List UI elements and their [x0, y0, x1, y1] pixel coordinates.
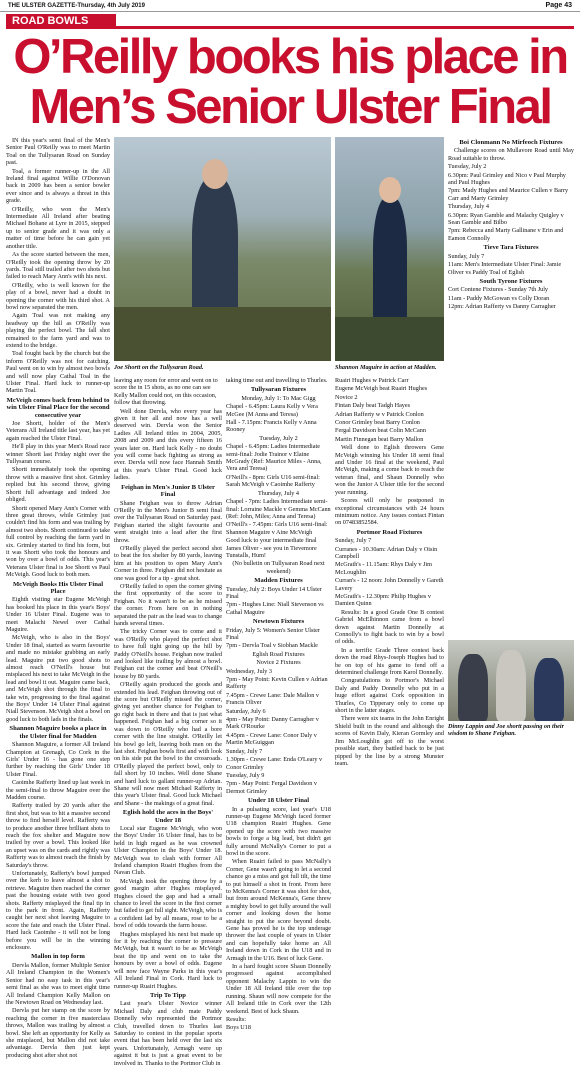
- fixture-line: O'Neill's - 8pm: Girls U16 semi-final: Sarah McVeigh v Caoimhe Rafferty: [226, 473, 320, 489]
- fixture-line: Sunday, July 7: [448, 252, 485, 260]
- paragraph: Toal, a former runner-up in the All Ireland final against Willie O'Donovan back in 2009 has been a senior bowler ever since and is always a threat in this grade.: [6, 167, 110, 205]
- fixture-line: Tuesday, July 2: [259, 434, 298, 442]
- paragraph: Challenge scores on Mullavore Road until May Road suitable to throw.: [448, 147, 574, 162]
- fixture-line: Conor Grimley beat Barry Conlon: [335, 419, 420, 427]
- subheading: Under 18 Ulster Final: [247, 797, 310, 805]
- paragraph: O'Reilly again produced the goods and extended his lead. Feighan throwing out of the score but O'Reilly missed the corner, giving yet another chance for Feighan to go right back in there and that is just what happened. Feighan had a big corner so it was down to O'Reilly who had a bore corner with the line straight. O'Reilly let his bowl go left, leaving both men on the last shot. Feighan bowls first and with look on his side put the bowl to the crossroads. O'Reilly played the perfect bowl, only to fall short by 10 inches. Well done Shane and hard luck to gallant runner-up Adrian. Shane will now meet Michael Rafferty in this year's Ulster final. Good luck Michael and Shane - the makings of a great final.: [114, 681, 222, 807]
- paragraph: taking time out and travelling to Thurles.: [226, 377, 328, 384]
- paragraph: Joe Shortt, holder of the Men's Veterans All Ireland title last year, has yet again reached the Ulster Final.: [6, 420, 110, 442]
- paragraph: There were six teams in the John Enright Shield built in the round and although the scores of Kevin Daly, Kieran Gormley and Jim McLoughlin got off to the worst possible start, they battled back to be just pipped by the line by a strong Munster team.: [335, 715, 444, 767]
- subheading: McVeigh Books His Ulster Final Place: [12, 580, 104, 595]
- fixture-line: Curranes - 10.30am: Adrian Daly v Oisin Campbell: [335, 545, 438, 560]
- article-column-5: [448, 137, 574, 635]
- paragraph: IN this year's semi final of the Men's Senior Paul O'Reilly was to meet Martin Toal on the Tullysaran Road on Sunday past.: [6, 137, 110, 167]
- fixture-line: Good luck to your intermediate final James Oliver - see you in Tievemore Tunstalls, Hum!: [226, 537, 317, 559]
- photo-road: [335, 317, 444, 361]
- subheading: Newtown Fixtures: [252, 618, 305, 626]
- paragraph: Results: In a good Grade One B contest Gabriel McElhinnon came from a bowl down against Martin Donnelly at Connolly's to fight back to win by a bowl of odds.: [335, 608, 444, 646]
- fixture-line: Tuesday, July 9: [226, 771, 265, 779]
- fixture-line: 7pm: Mady Hughes and Maurice Cullen v Barry Carr and Marty Grimley: [448, 187, 569, 202]
- paragraph: Eighth visiting star Eugene McVeigh has booked his place in this year's Boys' Under 16 Ulster Final. Eugene was to meet Malachi Newel over Cathal Maguire.: [6, 596, 110, 633]
- paragraph: O'Reilly played the perfect second shot to beat the fox shelter by 80 yards, leaving him at his position to open Mary Ann's Corner in three. Feighan did not hesitate as one was good for a tip - great shot.: [114, 544, 222, 582]
- newspaper-dateline: THE ULSTER GAZETTE-Thursday, 4th July 2019: [8, 3, 145, 9]
- paragraph: Dervla put her stamp on the score by reaching the corner in five masterclass throws, Mallon was trailing by almost a bowl. She left an opportunity for Kelly as she misplaced, but Mallon did not take advantage. Dervla then just kept producing shot after shot not: [6, 1007, 110, 1059]
- photo-figure-head: [379, 177, 401, 203]
- paragraph: Shane Feighan was to throw Adrian O'Reilly in the Men's Junior B semi final over the Tullysaran Road on Saturday past. Feighan started the slight favourite and went straight into a lead after the first throw.: [114, 499, 222, 544]
- paragraph: Caoimhe Rafferty lined up last week in the semi-final to throw Maguire over the Madden course.: [6, 779, 110, 801]
- paragraph: McVeigh, who is also in the Boys' Under 18 final, started as warm favourite and made no mistake grabbing an early lead. Maguire put two good shots to almost reach O'Neill's house but misplaced his next to take McVeigh in the lead and bowl it out. Maguire came back, and McVeigh shot through the final to take win, progressing to the final against the Boys' Under 14 Ulster Final against Niall Stevenson. McVeigh shot a bowl on good luck to both lads in the finals.: [6, 634, 110, 723]
- photo-figure: [534, 658, 564, 721]
- photo-lappin-shortt-feighan: [448, 640, 574, 721]
- fixture-line: Adrian Rafferty w v Patrick Conlon: [335, 410, 424, 418]
- fixture-line: 7pm - Hughes Line: Niall Stevenson vs Cathal Maguire: [226, 601, 324, 616]
- page-number: Page 43: [545, 2, 572, 9]
- fixture-line: Wednesday, July 3: [226, 667, 273, 675]
- subheading: Tullysaran Fixtures: [250, 386, 307, 394]
- fixture-line: Curran's - 12 noon: John Donnelly v Gareth Lavery: [335, 577, 444, 592]
- paragraph: In a hard fought score Shaun Donnelly progressed against accomplished opponent Malachy Lappin to win the Under 18 All Ireland title over the top running. Shaun will now compete for the All Ireland title in Cork over the 12th weekend. Best of luck Shaun.: [226, 963, 331, 1015]
- fixture-line: Sunday, July 7: [226, 747, 263, 755]
- subheading: Madden Fixtures: [254, 577, 303, 585]
- fixture-line: Martin Finnegan beat Barry Mallon: [335, 435, 424, 443]
- paragraph: O'Reilly, who is well known for the play of a bowl, never had a doubt in opening the corner with his third shot. A bowl now separated the men.: [6, 281, 110, 311]
- paragraph: Hughes misplayed his next but made up for it by reaching the corner to pressure McVeigh, but it wasn't to be as McVeigh beat the tip and went on to take the honours by over a bowl of odds. Eugene will now face Wayne Parks in this year's All Ireland Final in Cork. Hard luck to runner-up Ruairi Hughes.: [114, 930, 222, 990]
- fixture-line: O'Neill's - 7.45pm: Girls U16 semi-final: Shannon Maguire v Aine McVeigh: [226, 521, 328, 536]
- subheading: Tieve Tara Fixtures: [483, 244, 539, 252]
- fixture-line: 11am - Paddy McGowan vs Colly Doran: [448, 294, 550, 302]
- paragraph: In a pulsating score, last year's U18 runner-up Eugene McVeigh faced former U18 champion Ruairi Hughes. Gene opened up the score with two massive bowls to forge a big lead, but didn't get fully around McNally's Corner to put a bowl in the score.: [226, 805, 331, 857]
- fixture-line: Thursday, July 4: [448, 203, 490, 211]
- photo-figure: [458, 654, 488, 721]
- paragraph: O'Reilly failed to open the corner giving the first opportunity of the score to Feighan. No it wasn't to be as he missed the corner. From here on in nothing separated the pair as the lead was to change hands several times.: [114, 582, 222, 627]
- photo-caption: Shannon Maguire in action at Madden.: [335, 364, 437, 371]
- fixture-line: Chapel - 6.45pm: Ladies Intermediate semi-final: Jodie Trainor v Elaine McGrady (Ref: Maurice Miles - Anna, Vera and Teresa): [226, 443, 322, 473]
- paragraph: leaving any room for error and went on to score the in 15 shots, as no one can see Kelly Mallon could not, on this occasion, follow that throwing.: [114, 377, 218, 407]
- paragraph: Well done Dervla, who every year has given it her all and now has a well deserved win. Dervla won the Senior Ladies All Ireland titles in 2004, 2005, 2008 and 2009 and this every fifteen 16 years later on. Hard luck Kelly - no doubt you will come back fighting as strong as ever. Dervla will now face Hannah Smith at this year's Ulster Final. Good luck ladies.: [114, 407, 222, 482]
- fixture-line: Friday, July 5: Women's Senior Ulster Final: [226, 626, 320, 641]
- paragraph: The tricky Corner was to come and it was O'Reilly who played the perfect shot to have full tight going up the hill by Paddy O'Neill's house. Feighan now trailed and looked like trailing by almost a bowl. Feighan cut the corner and beat O'Neill's house by 80 yards.: [114, 628, 222, 680]
- photo-figure: [373, 197, 407, 327]
- paragraph: Congratulations to Portmor's Michael Daly and Paddy Donnelly who put in a huge effort against Cork opposition in Thurles, Co Tipperary only to come up short in the latter stages.: [335, 677, 444, 715]
- paragraph: Last year's Ulster Novice winner Michael Daly and club mate Paddy Donnelly who represented the Portmor Club, travelled down to Thurles last Saturday to contest in the popular sports event that has been held over the last six years. Unfortunately, Armagh were up against it but is just a great event to be involved in. Thanks to the Portmor Club in: [114, 1000, 222, 1067]
- fixture-line: Hall - 7.15pm: Francis Kelly v Anna Rooney: [226, 419, 317, 434]
- paragraph: Dervla Mallon, former Multiple Senior All Ireland Champion in the Women's Senior had no easy task in this year's semi final as she was to meet eight time All Ireland Champion Kelly Mallon on the Newtown Road on Wednesday last.: [6, 961, 110, 1006]
- fixture-line: Thursday, July 4: [257, 489, 299, 497]
- fixture-line: 7pm: Rebecca and Marty Gallinane v Erin and Eamon Connolly: [448, 227, 564, 242]
- paragraph: Scores will only be postponed in exceptional circumstances with 24 hours minimum notice. Any issues contact Fintan on 07483852584.: [335, 497, 444, 527]
- fixture-line: Tuesday, July 2: [448, 163, 487, 171]
- fixture-line: Eugene McVeigh beat Ruairi Hughes: [335, 385, 428, 393]
- fixture-line: 4.45pm - Crewe Lane: Conor Daly v Martin McGuiggan: [226, 731, 317, 747]
- paragraph: Rafferty trailed by 20 yards after the first shot, but was to hit a massive second throw to find herself level. Rafferty was to produce another three brilliant shots to reach the fox shelter and Maguire now trailed by over a bowl. This looked like an upset was on the cards and rightly was Rafferty was to almost reach the finish by Saturday's throw.: [6, 802, 110, 869]
- paragraph: McVeigh took the opening throw by a good margin after Hughes misplayed. Hughes closed the gap and had a small chance to level the score in the first corner but failed to get full sight. McVeigh, who is a confident lad by all means, rose to be a bowl of odds towards the farm house.: [114, 877, 222, 930]
- fixture-line: Cort Contene Fixtures - Sunday 7th July: [448, 286, 549, 294]
- photo-caption: Dinny Lappin and Joe shortt passing on their wisdom to Shane Feighan.: [448, 723, 565, 737]
- fixture-line: 4pm - May Point: Danny Carragher v Mark O'Rourke: [226, 716, 319, 731]
- paragraph: Unfortunately, Rafferty's bowl jumped over the kerb to leave almost a shot to retrieve. Maguire then reached the corner past the housing estate with two good shots. Rafferty misplayed the final tip in to the park in front. Again, Rafferty caught her next shot leaving Maguire to score the fate and reach the Ulster Final. Hard luck Caoimhe - it will not be long before you will be in the winning enclosure.: [6, 870, 110, 952]
- paragraph: Shortt opened Mary Ann's Corner with three great throws, while Grimley just couldn't find his form and was trailing by almost two shots. Shortt continued to take full control by reaching the farm yard in six. Grimley started to find his form, but it was Shortt who took the honours and won by over a bowl of odds. This year's Veterans Ulster final is Joe Shortt vs Paul McVeigh. Good luck to both men.: [6, 504, 110, 579]
- article-column-4: [335, 377, 444, 767]
- fixture-line: Novice 2 Fixtures: [256, 659, 301, 667]
- fixture-line: Tuesday, July 2: Boys Under 14 Ulster Final: [226, 585, 322, 600]
- fixture-line: Fintan Daly beat Tadgh Hayes: [335, 402, 411, 410]
- fixture-line: Chapel - 6.45pm: Laura Kelly v Vera McGee (M Anna and Teresa): [226, 403, 318, 418]
- photo-joe-shortt: [114, 137, 331, 361]
- paragraph: Shortt immediately took the opening throw with a massive first shot. Grimley replied but his second throw, giving Shortt full advantage and indeed Joe obliged.: [6, 466, 110, 504]
- fixture-line: Ruairi Hughes w Patrick Carr: [335, 377, 409, 384]
- photo-figure-head: [202, 159, 228, 189]
- paragraph: Toal fought back by the church but the inform O'Reilly was not for catching. Paul went on to win by almost two bowls and will now play Cathal Toal in the Ulster Final. Hard luck to runner-up Martin Toal.: [6, 350, 110, 395]
- article-column-3: [226, 377, 331, 1032]
- fixture-line: 7pm - May Point: Fergal Davidson v Dermot Grimley: [226, 780, 317, 795]
- subheading: McVeigh comes back from behind to win Ulster Final Place for the second consecutive year: [6, 396, 110, 419]
- paragraph: When Ruairi failed to pass McNally's Corner, Gene wasn't going to let a second chance go a miss and got full tilt, the time to put himself a shot in front. From here to McKenna's Corner it was shot for shot, but from around McKenna's, Gene threw a mighty bowl to get fully around the wall corner and looking down the home straight to put the score beyond doubt. Gene has proved he is the top underage thrower the last couple of years in Ulster and can hopefully take home an All Ireland down in Cork in the U18 and in Armagh in the U16. Best of luck Gene.: [226, 858, 331, 962]
- paragraph: Well done to Eglish throwers Gene McVeigh winning his Under 18 semi final and Under 16 final at the weekend, Paul McVeigh, making a come back to reach the veteran final, and Shaun Donnelly who won the Junior A Ulster title for the second year running.: [335, 444, 444, 496]
- subheading: South Tyrone Fixtures: [479, 277, 543, 285]
- subheading: Boi Clonmann No Mirfeoch Fixtures: [459, 139, 563, 146]
- paragraph: As the score started between the men, O'Reilly took the opening throw by 20 yards. Toal still trailed after two shots but failed to reach Mary Ann's with his next.: [6, 251, 110, 281]
- page-header: [0, 0, 580, 12]
- subheading: Portmor Road Fixtures: [356, 528, 423, 536]
- article-column-1: [6, 137, 110, 1059]
- section-label: ROAD BOWLS: [6, 14, 116, 29]
- fixture-line: 6.30pm: Ryan Gamble and Malachy Quigley v Sean Gamble and Bilbo: [448, 211, 564, 227]
- subheading: Trip To Tipp: [150, 991, 186, 999]
- photo-shannon-maguire: [335, 137, 444, 361]
- photo-road: [114, 307, 331, 361]
- headline-line-1: O’Reilly books his place in: [13, 30, 567, 84]
- section-rule: [116, 14, 574, 29]
- fixture-line: Novice 2: [335, 393, 358, 401]
- fixture-line: Sunday, July 7: [335, 537, 372, 545]
- fixture-line: 7.45pm - Crewe Lane: Dale Mallon v Francis Oliver: [226, 691, 319, 707]
- results-line: Boys U18: [226, 1024, 251, 1032]
- fixture-line: Saturday, July 6: [226, 707, 266, 715]
- fixture-line: 7pm - May Point: Kevin Cullen v Adrian Rafferty: [226, 676, 328, 691]
- subheading: Feighan in Men's Junior B Ulster Final: [121, 483, 215, 499]
- fixture-line: 11am: Men's Intermediate Ulster Final: Jamie Oliver vs Paddy Toal of Eglish: [448, 261, 562, 276]
- fixture-line: 6.30pm: Paul Grimley and Nico v Paul Murphy and Paul Hughes: [448, 171, 566, 187]
- photo-figure: [192, 177, 238, 327]
- paragraph: He'll play in this year Men's Road race winner Shortt last Friday night over the Tullysaran course.: [6, 443, 110, 466]
- subheading: Mallon in top form: [31, 953, 85, 961]
- paragraph: Local star Eugene McVeigh, who won the Boys' Under 16 Ulster final, has to be held in high regard as he was crowned Ulster Champion in the Boys' Under 18. McVeigh was to clash with former All Ireland champion Ruairi Hughes from the Navan Club.: [114, 824, 222, 877]
- photo-caption: Joe Shortt on the Tullysaran Road.: [114, 364, 204, 371]
- results-label: Results:: [226, 1015, 246, 1023]
- fixture-line: Fergal Davidson beat Colin McCann: [335, 427, 426, 435]
- subheading: Eglish hold the aces in the Boys' Under 18: [122, 809, 214, 824]
- fixture-line: 12pm: Adrian Rafferty vs Danny Carragher: [448, 303, 556, 311]
- subheading: Shannon Maguire books a place in the Ulster final for Madden: [9, 725, 107, 740]
- fixture-line: (No bulletin on Tullysaran Road next weekend): [232, 560, 325, 575]
- fixture-line: 1.30pm - Crewe Lane: Enda O'Leary v Conor Grimley: [226, 756, 323, 771]
- fixture-line: Chapel - 7pm: Ladies Intermediate semi-final: Lorraine Mackle v Gemma McCann (Ref: John, Miles; Anna and Teresa): [226, 498, 331, 520]
- fixture-line: McGrath's - 11.15am: Rhys Daly v Jim McLoughlin: [335, 561, 432, 576]
- fixture-line: Monday, July 1: To Mac Gigg: [241, 394, 316, 402]
- paragraph: Again Toal was not making any headway up the hill as O'Reilly was playing the perfect bowl. The fall shot remained to the farm yard and was to extend to the bridge.: [6, 312, 110, 349]
- photo-figure: [496, 650, 526, 721]
- article-column-2: [114, 377, 222, 1067]
- paragraph: In a terrific Grade Three contest back down the road Rhys-Joseph Hughes had to be on top of his game to fend off a determined challenge from Karol Donnelly.: [335, 646, 444, 677]
- headline-line-2: Men’s Senior Ulster Final: [29, 80, 551, 134]
- fixture-line: Eglish Road Fixtures: [252, 650, 305, 658]
- paragraph: O'Reilly, who won the Men's Intermediate All Ireland after beating Michael Bohane at Lyre in 2015, stepped up to senior grade and it was only a matter of time before he can gain yet another title.: [6, 205, 110, 250]
- paragraph: Shannon Maguire, a former All Ireland Champion at Grenagh, Co Cork in the Girls' Under 16 - has gone one step further by reaching the Girls' Under 18 Ulster Final.: [6, 741, 110, 778]
- fixture-line: McGrath's - 12.30pm: Philip Hughes v Damien Quinn: [335, 592, 431, 608]
- fixture-line: 7pm - Dervla Toal v Siobhan Mackle: [226, 642, 318, 650]
